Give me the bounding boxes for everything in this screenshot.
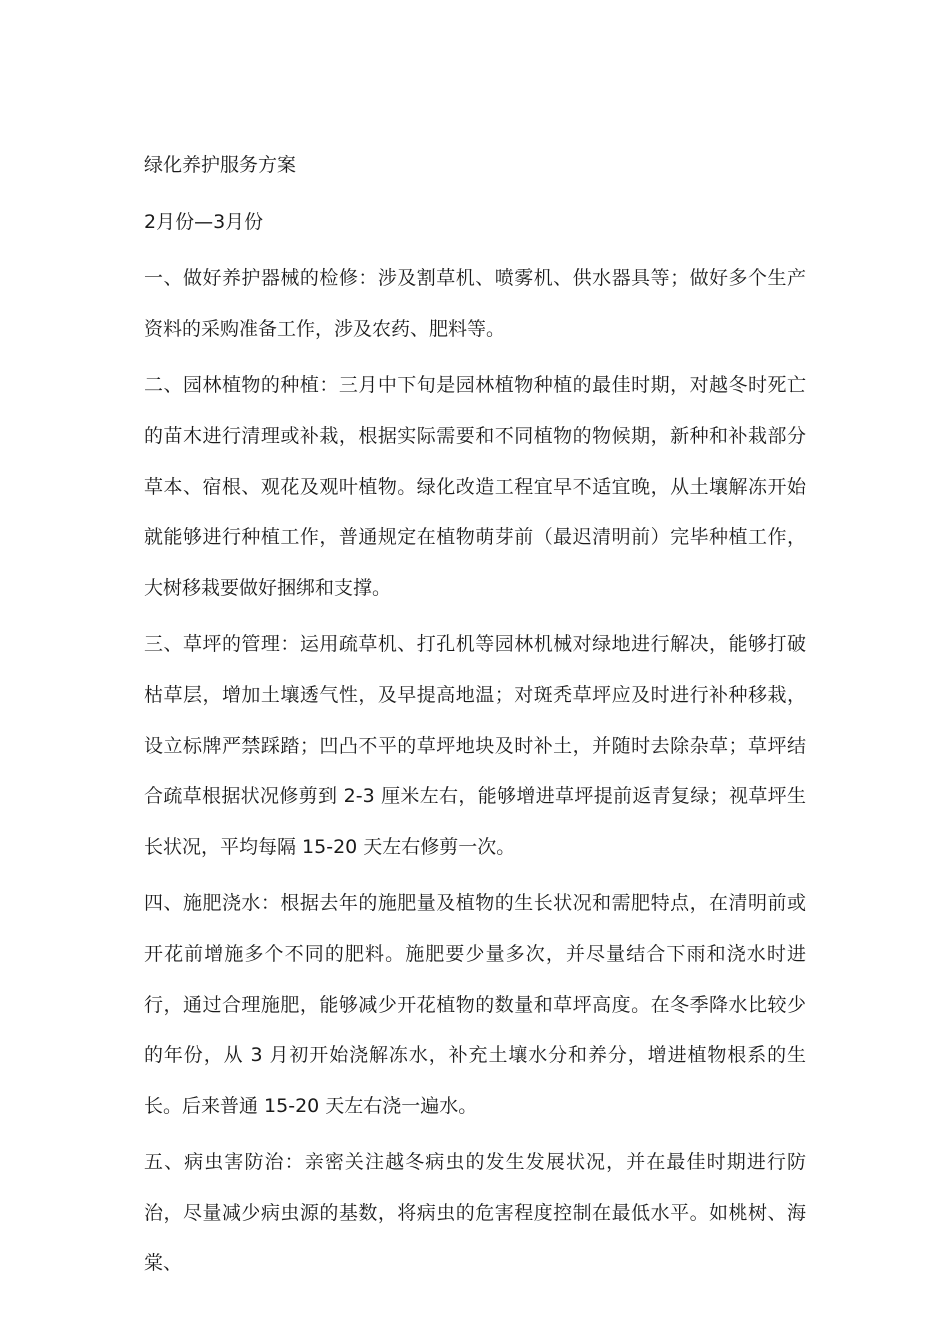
document-title: 绿化养护服务方案	[144, 154, 297, 176]
section-2-planting: 二、园林植物的种植：三月中下旬是园林植物种植的最佳时期，对越冬时死亡的苗木进行清理或补栽，根据实际需要和不同植物的物候期，新种和补栽部分草本、宿根、观花及观叶植物。绿化改造工程宜早不适宜晚，从土壤解冻开始就能够进行种植工作，普通规定在植物萌芽前（最迟清明前）完毕种植工作，大树移栽要做好捆绑和支撑。	[144, 374, 806, 599]
section-3-lawn: 三、草坪的管理：运用疏草机、打孔机等园林机械对绿地进行解决，能够打破枯草层，增加土壤透气性，及早提高地温；对斑秃草坪应及时进行补种移栽，设立标牌严禁踩踏；凹凸不平的草坪地块及时补土，并随时去除杂草；草坪结合疏草根据状况修剪到 2-3 厘米左右，能够增进草坪提前返青复绿；视草坪生长状况，平均每隔 15-20 天左右修剪一次。	[144, 633, 806, 858]
section-4-fertilizing: 四、施肥浇水：根据去年的施肥量及植物的生长状况和需肥特点，在清明前或开花前增施多个不同的肥料。施肥要少量多次，并尽量结合下雨和浇水时进行，通过合理施肥，能够减少开花植物的数量和草坪高度。在冬季降水比较少的年份，从 3 月初开始浇解冻水，补充土壤水分和养分，增进植物根系的生长。后来普通 15-20 天左右浇一遍水。	[144, 892, 806, 1117]
section-1-equipment: 一、做好养护器械的检修：涉及割草机、喷雾机、供水器具等；做好多个生产资料的采购准备工作，涉及农药、肥料等。	[144, 267, 806, 340]
document-period: 2月份—3月份	[144, 210, 264, 233]
section-5-pest-control: 五、病虫害防治：亲密关注越冬病虫的发生发展状况，并在最佳时期进行防治，尽量减少病虫源的基数，将病虫的危害程度控制在最低水平。如桃树、海棠、	[144, 1151, 806, 1275]
document-body	[144, 140, 806, 1295]
